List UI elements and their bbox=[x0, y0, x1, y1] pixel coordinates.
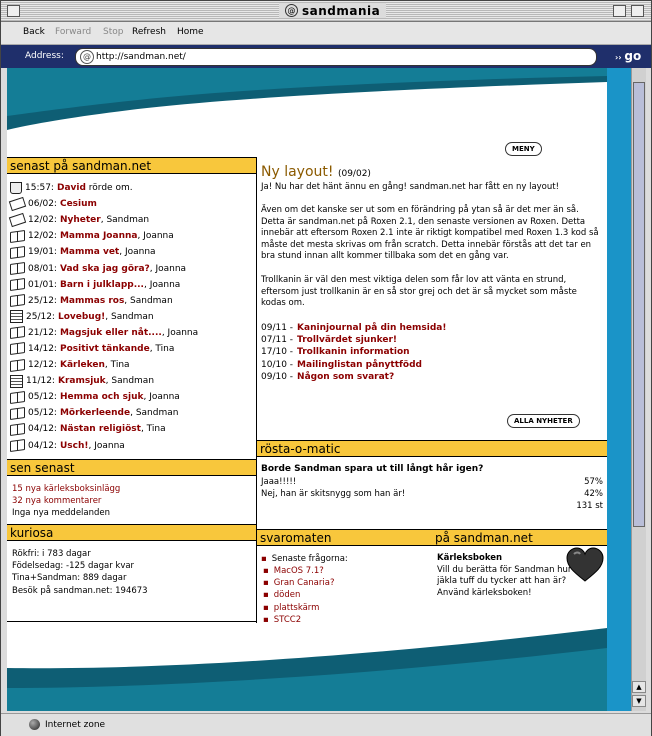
cup-icon bbox=[10, 182, 22, 194]
news-paragraph-3: Trollkanin är väl den mest viktiga delen som får lov att vänta en strund, eftersom just trollkanin är en så stor grej och det är så mycket som måste kodas om. bbox=[261, 275, 577, 308]
recent-title-link[interactable]: Nyheter bbox=[59, 215, 101, 226]
onsite-heading: på sandman.net bbox=[435, 531, 533, 545]
recent-author: , Tina bbox=[104, 360, 130, 371]
recent-time: 25/12: bbox=[28, 295, 57, 306]
recent-row[interactable] bbox=[10, 438, 255, 454]
column-divider bbox=[256, 157, 257, 623]
answers-item-link[interactable]: plattskärm bbox=[273, 602, 320, 613]
recent-author: , Sandman bbox=[105, 311, 154, 322]
news-link-date: 09/11 - bbox=[261, 323, 294, 333]
recent-author: , Joanna bbox=[88, 440, 125, 451]
recent-title-link[interactable]: Mamma Joanna bbox=[59, 231, 138, 242]
book-icon bbox=[10, 359, 25, 372]
trivia-text bbox=[12, 548, 148, 597]
recent-title-link[interactable]: Nästan religiöst bbox=[59, 424, 141, 435]
news-link-row[interactable] bbox=[261, 335, 446, 347]
book-icon bbox=[10, 391, 25, 404]
bottom-headings-bar bbox=[257, 529, 607, 546]
title-bar[interactable] bbox=[1, 1, 651, 22]
recent-time: 12/12: bbox=[28, 360, 57, 371]
recent-author: , Sandman bbox=[105, 376, 155, 387]
recent-time: 01/01: bbox=[28, 279, 57, 290]
book-icon bbox=[10, 246, 25, 259]
recent-title-link[interactable]: Cesium bbox=[59, 199, 97, 210]
answers-item[interactable] bbox=[261, 577, 334, 589]
recent-row[interactable] bbox=[10, 180, 255, 196]
news-title bbox=[261, 164, 371, 180]
globe-icon bbox=[29, 719, 40, 730]
recent-row[interactable] bbox=[10, 260, 255, 276]
letter-icon bbox=[9, 197, 26, 211]
news-link-title[interactable]: Någon som svarat? bbox=[297, 371, 395, 382]
poll-question: Borde Sandman spara ut till långt hår igen? bbox=[261, 464, 484, 474]
recent-time: 05/12: bbox=[28, 408, 57, 419]
collapse-box-icon[interactable] bbox=[631, 5, 644, 17]
answers-intro-text: Senaste frågorna: bbox=[271, 554, 348, 564]
since-last-heading: sen senast bbox=[7, 459, 256, 476]
recent-title-link[interactable]: Magsjuk eller nåt.... bbox=[59, 327, 162, 338]
news-link-date: 07/11 - bbox=[261, 335, 294, 346]
poll-total: 131 st bbox=[576, 501, 603, 511]
menu-button[interactable]: MENY bbox=[505, 142, 542, 156]
poll-option-1-label[interactable]: Jaaa!!!!! bbox=[261, 477, 297, 487]
recent-author: , Sandman bbox=[100, 215, 150, 226]
window-title: sandmania bbox=[302, 3, 381, 18]
go-label: go bbox=[624, 49, 642, 63]
recent-title-link[interactable]: Barn i julklapp... bbox=[59, 279, 144, 290]
recent-title-link[interactable]: Positivt tänkande bbox=[59, 343, 150, 354]
heart-icon[interactable] bbox=[565, 547, 605, 583]
scroll-up-button[interactable]: ▲ bbox=[632, 681, 646, 693]
news-link-date: 10/10 - bbox=[261, 359, 294, 370]
news-link-row[interactable] bbox=[261, 360, 446, 372]
book-icon bbox=[10, 439, 25, 452]
book-icon bbox=[10, 230, 25, 243]
recent-time: 19/01: bbox=[28, 247, 57, 258]
footer-wave bbox=[7, 628, 607, 711]
recent-author: rörde om. bbox=[85, 183, 133, 194]
answers-item-link[interactable]: MacOS 7.1? bbox=[273, 566, 324, 576]
recent-list bbox=[10, 180, 255, 454]
trivia-heading: kuriosa bbox=[7, 524, 256, 541]
scroll-down-button[interactable]: ▼ bbox=[632, 695, 646, 707]
news-link-title[interactable]: Kaninjournal på din hemsida! bbox=[297, 323, 447, 333]
recent-row[interactable] bbox=[10, 309, 255, 325]
trivia-line-1: Rökfri: i 783 dagar bbox=[12, 549, 91, 559]
recent-author: , Sandman bbox=[130, 408, 179, 419]
news-paragraph-1: Ja! Nu har det hänt ännu en gång! sandman.net har fått en ny layout! bbox=[261, 182, 560, 192]
recent-time: 12/02: bbox=[28, 231, 57, 242]
news-date: (09/02) bbox=[337, 169, 371, 179]
since-last-line-1[interactable]: 15 nya kärleksboksinlägg bbox=[12, 484, 121, 494]
recent-time: 15:57: bbox=[25, 183, 54, 194]
since-last-line-3: Inga nya meddelanden bbox=[12, 508, 111, 519]
book-icon bbox=[10, 262, 25, 275]
recent-row[interactable] bbox=[10, 277, 255, 293]
recent-time: 12/02: bbox=[28, 215, 57, 226]
answers-item[interactable] bbox=[261, 602, 334, 614]
recent-title-link[interactable]: Kärleken bbox=[59, 360, 105, 371]
answers-item[interactable] bbox=[261, 614, 334, 626]
recent-author: , Sandman bbox=[124, 295, 173, 306]
vertical-scrollbar[interactable] bbox=[631, 68, 646, 711]
book-icon bbox=[10, 342, 25, 355]
news-link-row[interactable] bbox=[261, 347, 446, 359]
recent-author: , Joanna bbox=[143, 392, 180, 403]
go-button[interactable] bbox=[615, 49, 641, 63]
recent-row[interactable] bbox=[10, 373, 255, 389]
recent-title-link[interactable]: Vad ska jag göra? bbox=[59, 263, 150, 274]
recent-row[interactable] bbox=[10, 357, 255, 373]
status-bar bbox=[1, 713, 651, 736]
poll-option-2-pct: 42% bbox=[584, 489, 603, 499]
left-bottom-rule bbox=[7, 621, 256, 622]
trivia-line-3: Tina+Sandman: 889 dagar bbox=[12, 573, 127, 584]
page-icon: @ bbox=[80, 50, 94, 64]
address-field[interactable] bbox=[75, 48, 597, 66]
news-links bbox=[261, 323, 446, 384]
onsite-text: Vill du berätta för Sandman hur jäkla tuff du tycker att han är? Använd kärleksboken! bbox=[437, 564, 572, 598]
poll-option-1-pct: 57% bbox=[584, 477, 603, 487]
recent-time: 06/02: bbox=[28, 199, 57, 210]
notes-icon bbox=[10, 310, 23, 323]
book-icon bbox=[10, 407, 25, 420]
recent-row[interactable] bbox=[10, 212, 255, 228]
notes-icon bbox=[10, 375, 23, 388]
recent-row[interactable] bbox=[10, 228, 255, 244]
onsite-box bbox=[437, 553, 577, 599]
recent-row[interactable] bbox=[10, 341, 255, 357]
book-icon bbox=[10, 326, 25, 339]
recent-author: , Joanna bbox=[149, 263, 187, 274]
recent-title-link[interactable]: Usch! bbox=[59, 440, 89, 451]
recent-time: 25/12: bbox=[26, 311, 55, 322]
letter-icon bbox=[9, 213, 26, 227]
recent-author: , Tina bbox=[149, 343, 175, 354]
news-link-title[interactable]: Trollkanin information bbox=[297, 347, 410, 358]
recent-author: , Joanna bbox=[119, 247, 156, 258]
recent-time: 04/12: bbox=[28, 440, 57, 451]
news-link-date: 17/10 - bbox=[261, 347, 294, 358]
news-link-row[interactable] bbox=[261, 372, 446, 384]
recent-author: , Joanna bbox=[137, 231, 174, 242]
news-link-title[interactable]: Trollvärdet sjunker! bbox=[297, 335, 397, 346]
recent-title-link[interactable]: Mörkerleende bbox=[59, 408, 131, 419]
recent-time: 21/12: bbox=[28, 327, 57, 338]
news-title-text: Ny layout! bbox=[261, 164, 334, 180]
recent-author: , Joanna bbox=[143, 279, 181, 290]
address-bar bbox=[1, 45, 651, 68]
browser-toolbar bbox=[1, 22, 651, 45]
recent-row[interactable] bbox=[10, 325, 255, 341]
recent-heading: senast på sandman.net bbox=[7, 157, 256, 174]
recent-row[interactable] bbox=[10, 244, 255, 260]
address-url[interactable]: http://sandman.net/ bbox=[96, 52, 186, 62]
refresh-button[interactable]: Refresh bbox=[132, 27, 166, 37]
book-icon bbox=[10, 423, 25, 436]
answers-intro bbox=[259, 553, 348, 565]
recent-author: , Tina bbox=[140, 424, 166, 435]
right-stripe bbox=[607, 68, 631, 711]
ie-logo-icon: @ bbox=[285, 4, 298, 17]
since-last-text bbox=[12, 483, 120, 520]
recent-time: 14/12: bbox=[28, 343, 57, 354]
trivia-line-4: Besök på sandman.net: 194673 bbox=[12, 585, 148, 596]
poll-heading: rösta-o-matic bbox=[257, 440, 607, 457]
scroll-thumb[interactable] bbox=[633, 82, 645, 527]
answers-item-link[interactable]: döden bbox=[273, 590, 301, 601]
news-link-row[interactable] bbox=[261, 323, 446, 335]
recent-time: 08/01: bbox=[28, 263, 57, 274]
answers-list bbox=[261, 553, 348, 565]
recent-time: 11/12: bbox=[26, 376, 55, 387]
book-icon bbox=[10, 278, 25, 291]
recent-title-link[interactable]: Kramsjuk bbox=[57, 376, 106, 387]
home-button[interactable]: Home bbox=[177, 27, 204, 37]
all-news-button[interactable]: ALLA NYHETER bbox=[507, 414, 580, 428]
go-arrow-icon: ›› bbox=[615, 53, 625, 62]
recent-title-link[interactable]: Mamma vet bbox=[59, 247, 120, 258]
poll-option-2[interactable] bbox=[261, 489, 603, 499]
window-title-wrap bbox=[279, 3, 386, 18]
recent-author: , Joanna bbox=[161, 327, 199, 338]
answers-item[interactable] bbox=[261, 589, 334, 601]
answers-item-link[interactable]: STCC2 bbox=[273, 614, 302, 625]
back-button[interactable]: Back bbox=[23, 27, 45, 37]
news-paragraph-2: Även om det kanske ser ut som en förändring på ytan så är det mer än så. Detta är sandman.net på Roxen 2.1, den senaste versionen av Roxen. Detta innebär att eftersom Roxen 2.1 inte är riktigt kompatibel med Roxen 1.3 kod så måste det mesta skrivas om från scratch. Detta innebär förstås att det tar en bra stund innan allt kommer tillbaka som det en gång var. bbox=[261, 205, 599, 261]
recent-title-link[interactable]: Mammas ros bbox=[59, 295, 125, 306]
onsite-title[interactable]: Kärleksboken bbox=[437, 553, 503, 563]
trivia-line-2: Födelsedag: -125 dagar kvar bbox=[12, 561, 135, 572]
recent-time: 05/12: bbox=[28, 392, 57, 403]
zoom-box-icon[interactable] bbox=[613, 5, 626, 17]
address-label: Address: bbox=[25, 51, 64, 61]
recent-title-link[interactable]: David bbox=[56, 183, 86, 194]
page-content bbox=[7, 68, 631, 711]
forward-button[interactable]: Forward bbox=[55, 27, 92, 37]
recent-title-link[interactable]: Lovebug! bbox=[57, 311, 106, 322]
recent-title-link[interactable]: Hemma och sjuk bbox=[59, 392, 144, 403]
recent-row[interactable] bbox=[10, 421, 255, 437]
answers-items bbox=[261, 565, 334, 626]
recent-row[interactable] bbox=[10, 405, 255, 421]
header-wave bbox=[7, 68, 607, 148]
poll-option-2-label[interactable]: Nej, han är skitsnygg som han är! bbox=[261, 489, 406, 499]
book-icon bbox=[10, 294, 25, 307]
recent-row[interactable] bbox=[10, 389, 255, 405]
since-last-line-2[interactable]: 32 nya kommentarer bbox=[12, 496, 102, 507]
recent-row[interactable] bbox=[10, 293, 255, 309]
status-zone: Internet zone bbox=[45, 720, 106, 730]
close-box-icon[interactable] bbox=[7, 5, 20, 17]
answers-heading: svaromaten bbox=[260, 531, 332, 545]
answers-item[interactable] bbox=[261, 565, 334, 577]
recent-row[interactable] bbox=[10, 196, 255, 212]
recent-time: 04/12: bbox=[28, 424, 57, 435]
news-link-date: 09/10 - bbox=[261, 371, 294, 382]
poll-option-1[interactable] bbox=[261, 477, 603, 487]
news-link-title[interactable]: Mailinglistan pånyttfödd bbox=[297, 359, 423, 370]
stop-button[interactable]: Stop bbox=[103, 27, 124, 37]
answers-item-link[interactable]: Gran Canaria? bbox=[273, 578, 335, 589]
